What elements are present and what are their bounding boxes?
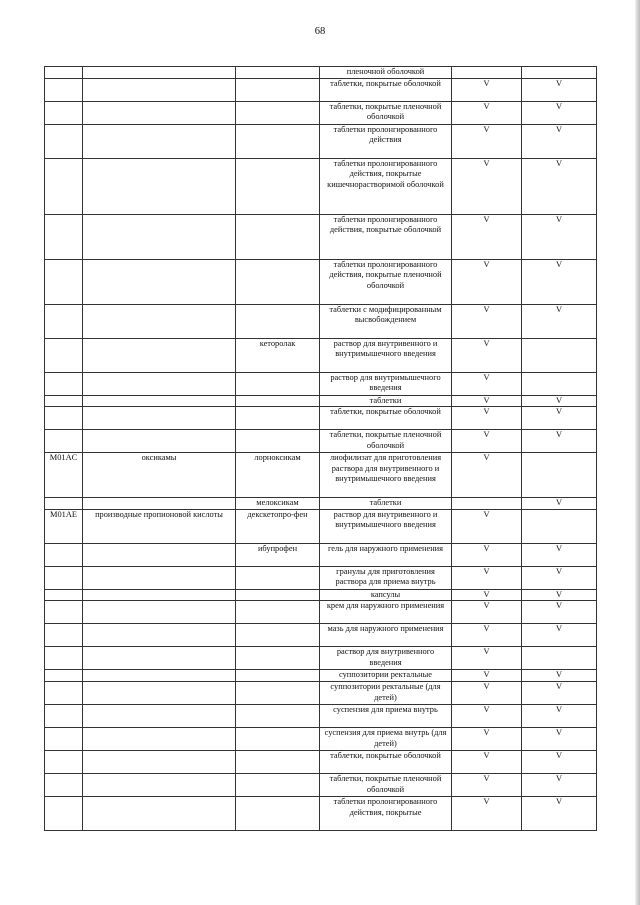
- pharmacological-group-cell: [83, 773, 236, 796]
- drug-name-cell: [236, 430, 320, 453]
- mark-column-1-cell: V: [452, 259, 522, 304]
- mark-column-2-cell: V: [522, 773, 597, 796]
- table-row: [45, 498, 597, 510]
- mark-column-2-cell: V: [522, 78, 597, 101]
- atc-code-cell: [45, 624, 83, 647]
- atc-code-cell: [45, 124, 83, 158]
- atc-code-cell: M01AE: [45, 509, 83, 543]
- atc-code-cell: [45, 647, 83, 670]
- dosage-form-cell: лиофилизат для приготовления раствора для внутривенного и внутримышечного введения: [320, 453, 452, 498]
- pharmacological-group-cell: [83, 750, 236, 773]
- pharmacological-group-cell: производные пропионовой кислоты: [83, 509, 236, 543]
- table-row: [45, 647, 597, 670]
- drug-name-cell: [236, 158, 320, 214]
- pharmacological-group-cell: [83, 78, 236, 101]
- table-row: [45, 124, 597, 158]
- dosage-form-cell: таблетки, покрытые пленочной оболочкой: [320, 430, 452, 453]
- atc-code-cell: [45, 101, 83, 124]
- mark-column-2-cell: [522, 647, 597, 670]
- dosage-form-cell: таблетки, покрытые пленочной оболочкой: [320, 101, 452, 124]
- pharmacological-group-cell: оксикамы: [83, 453, 236, 498]
- drug-name-cell: [236, 395, 320, 407]
- mark-column-2-cell: V: [522, 566, 597, 589]
- mark-column-2-cell: V: [522, 158, 597, 214]
- mark-column-1-cell: V: [452, 681, 522, 704]
- atc-code-cell: [45, 395, 83, 407]
- atc-code-cell: [45, 750, 83, 773]
- mark-column-1-cell: V: [452, 670, 522, 682]
- atc-code-cell: [45, 214, 83, 259]
- page-number: 68: [314, 26, 326, 37]
- table-row: [45, 624, 597, 647]
- mark-column-1-cell: V: [452, 430, 522, 453]
- mark-column-1-cell: V: [452, 124, 522, 158]
- pharmacological-group-cell: [83, 259, 236, 304]
- mark-column-1-cell: V: [452, 624, 522, 647]
- mark-column-2-cell: V: [522, 670, 597, 682]
- mark-column-1-cell: V: [452, 509, 522, 543]
- pharmacological-group-cell: [83, 681, 236, 704]
- mark-column-2-cell: V: [522, 750, 597, 773]
- dosage-form-cell: таблетки пролонгированного действия, покрытые: [320, 796, 452, 830]
- dosage-form-cell: раствор для внутримышечного введения: [320, 372, 452, 395]
- dosage-form-cell: таблетки пролонгированного действия: [320, 124, 452, 158]
- drug-name-cell: кеторолак: [236, 338, 320, 372]
- pharmacological-group-cell: [83, 101, 236, 124]
- dosage-form-cell: суспензия для приема внутрь (для детей): [320, 727, 452, 750]
- dosage-form-cell: суспензия для приема внутрь: [320, 704, 452, 727]
- atc-code-cell: [45, 773, 83, 796]
- mark-column-2-cell: V: [522, 498, 597, 510]
- atc-code-cell: [45, 681, 83, 704]
- atc-code-cell: M01AC: [45, 453, 83, 498]
- atc-code-cell: [45, 78, 83, 101]
- table-row: [45, 338, 597, 372]
- mark-column-1-cell: V: [452, 727, 522, 750]
- mark-column-1-cell: V: [452, 453, 522, 498]
- table-row: [45, 259, 597, 304]
- dosage-form-cell: суппозитории ректальные: [320, 670, 452, 682]
- table-row: [45, 407, 597, 430]
- dosage-form-cell: пленочной оболочкой: [320, 67, 452, 79]
- mark-column-2-cell: V: [522, 395, 597, 407]
- drug-name-cell: [236, 727, 320, 750]
- pharmacological-group-cell: [83, 304, 236, 338]
- dosage-form-cell: таблетки, покрытые оболочкой: [320, 78, 452, 101]
- pharmacological-group-cell: [83, 430, 236, 453]
- mark-column-2-cell: V: [522, 624, 597, 647]
- mark-column-2-cell: V: [522, 681, 597, 704]
- pharmacological-group-cell: [83, 407, 236, 430]
- table-row: [45, 78, 597, 101]
- pharmacological-group-cell: [83, 647, 236, 670]
- atc-code-cell: [45, 543, 83, 566]
- pharmacological-group-cell: [83, 589, 236, 601]
- table-row: [45, 395, 597, 407]
- table-row: [45, 566, 597, 589]
- pharmacological-group-cell: [83, 670, 236, 682]
- drug-name-cell: [236, 681, 320, 704]
- atc-code-cell: [45, 430, 83, 453]
- atc-code-cell: [45, 566, 83, 589]
- mark-column-2-cell: V: [522, 430, 597, 453]
- atc-code-cell: [45, 304, 83, 338]
- atc-code-cell: [45, 498, 83, 510]
- drug-list-table: [44, 66, 597, 831]
- mark-column-2-cell: V: [522, 704, 597, 727]
- table-row: [45, 101, 597, 124]
- drug-name-cell: лорноксикам: [236, 453, 320, 498]
- dosage-form-cell: раствор для внутривенного введения: [320, 647, 452, 670]
- pharmacological-group-cell: [83, 498, 236, 510]
- table-row: [45, 304, 597, 338]
- dosage-form-cell: таблетки: [320, 498, 452, 510]
- pharmacological-group-cell: [83, 543, 236, 566]
- pharmacological-group-cell: [83, 124, 236, 158]
- table-row: [45, 727, 597, 750]
- mark-column-1-cell: V: [452, 214, 522, 259]
- table-row: [45, 796, 597, 830]
- dosage-form-cell: таблетки, покрытые оболочкой: [320, 750, 452, 773]
- mark-column-2-cell: V: [522, 214, 597, 259]
- mark-column-1-cell: V: [452, 750, 522, 773]
- dosage-form-cell: таблетки: [320, 395, 452, 407]
- mark-column-2-cell: V: [522, 304, 597, 338]
- pharmacological-group-cell: [83, 158, 236, 214]
- drug-name-cell: [236, 796, 320, 830]
- dosage-form-cell: крем для наружного применения: [320, 601, 452, 624]
- table-row: [45, 750, 597, 773]
- mark-column-2-cell: [522, 453, 597, 498]
- drug-name-cell: декскетопро-фен: [236, 509, 320, 543]
- drug-name-cell: [236, 670, 320, 682]
- pharmacological-group-cell: [83, 796, 236, 830]
- table-row: [45, 704, 597, 727]
- mark-column-1-cell: V: [452, 304, 522, 338]
- pharmacological-group-cell: [83, 566, 236, 589]
- drug-name-cell: [236, 67, 320, 79]
- dosage-form-cell: раствор для внутривенного и внутримышечного введения: [320, 338, 452, 372]
- mark-column-1-cell: [452, 67, 522, 79]
- dosage-form-cell: таблетки пролонгированного действия, покрытые кишечнорастворимой оболочкой: [320, 158, 452, 214]
- dosage-form-cell: мазь для наружного применения: [320, 624, 452, 647]
- dosage-form-cell: гель для наружного применения: [320, 543, 452, 566]
- atc-code-cell: [45, 589, 83, 601]
- table-row: [45, 453, 597, 498]
- mark-column-2-cell: [522, 67, 597, 79]
- table-row: [45, 509, 597, 543]
- mark-column-2-cell: V: [522, 259, 597, 304]
- table-row: [45, 670, 597, 682]
- mark-column-1-cell: V: [452, 78, 522, 101]
- table-row: [45, 773, 597, 796]
- table-row: [45, 430, 597, 453]
- table-row: [45, 67, 597, 79]
- pharmacological-group-cell: [83, 214, 236, 259]
- atc-code-cell: [45, 67, 83, 79]
- atc-code-cell: [45, 407, 83, 430]
- mark-column-2-cell: V: [522, 601, 597, 624]
- atc-code-cell: [45, 670, 83, 682]
- mark-column-2-cell: V: [522, 543, 597, 566]
- mark-column-2-cell: [522, 372, 597, 395]
- mark-column-2-cell: V: [522, 589, 597, 601]
- dosage-form-cell: суппозитории ректальные (для детей): [320, 681, 452, 704]
- drug-name-cell: [236, 372, 320, 395]
- atc-code-cell: [45, 338, 83, 372]
- drug-name-cell: [236, 214, 320, 259]
- mark-column-2-cell: [522, 338, 597, 372]
- table-row: [45, 589, 597, 601]
- table-row: [45, 158, 597, 214]
- mark-column-2-cell: V: [522, 407, 597, 430]
- drug-name-cell: [236, 773, 320, 796]
- drug-name-cell: мелоксикам: [236, 498, 320, 510]
- table-row: [45, 372, 597, 395]
- pharmacological-group-cell: [83, 624, 236, 647]
- drug-name-cell: [236, 704, 320, 727]
- pharmacological-group-cell: [83, 67, 236, 79]
- mark-column-1-cell: V: [452, 101, 522, 124]
- pharmacological-group-cell: [83, 372, 236, 395]
- mark-column-2-cell: [522, 509, 597, 543]
- mark-column-2-cell: V: [522, 101, 597, 124]
- mark-column-1-cell: V: [452, 589, 522, 601]
- mark-column-1-cell: [452, 498, 522, 510]
- drug-name-cell: [236, 624, 320, 647]
- drug-name-cell: [236, 407, 320, 430]
- pharmacological-group-cell: [83, 727, 236, 750]
- mark-column-1-cell: V: [452, 395, 522, 407]
- drug-name-cell: [236, 750, 320, 773]
- drug-name-cell: [236, 304, 320, 338]
- atc-code-cell: [45, 727, 83, 750]
- mark-column-1-cell: V: [452, 704, 522, 727]
- drug-name-cell: [236, 647, 320, 670]
- mark-column-1-cell: V: [452, 543, 522, 566]
- drug-name-cell: [236, 124, 320, 158]
- dosage-form-cell: раствор для внутривенного и внутримышечного введения: [320, 509, 452, 543]
- mark-column-2-cell: V: [522, 124, 597, 158]
- drug-name-cell: [236, 601, 320, 624]
- dosage-form-cell: таблетки с модифицированным высвобождением: [320, 304, 452, 338]
- pharmacological-group-cell: [83, 601, 236, 624]
- dosage-form-cell: таблетки, покрытые оболочкой: [320, 407, 452, 430]
- dosage-form-cell: таблетки пролонгированного действия, покрытые оболочкой: [320, 214, 452, 259]
- table-row: [45, 214, 597, 259]
- table-row: [45, 601, 597, 624]
- mark-column-1-cell: V: [452, 601, 522, 624]
- mark-column-1-cell: V: [452, 647, 522, 670]
- table-row: [45, 681, 597, 704]
- atc-code-cell: [45, 372, 83, 395]
- drug-name-cell: [236, 101, 320, 124]
- atc-code-cell: [45, 704, 83, 727]
- drug-name-cell: [236, 566, 320, 589]
- dosage-form-cell: таблетки пролонгированного действия, покрытые пленочной оболочкой: [320, 259, 452, 304]
- pharmacological-group-cell: [83, 338, 236, 372]
- mark-column-1-cell: V: [452, 566, 522, 589]
- mark-column-1-cell: V: [452, 773, 522, 796]
- atc-code-cell: [45, 796, 83, 830]
- drug-name-cell: ибупрофен: [236, 543, 320, 566]
- mark-column-1-cell: V: [452, 796, 522, 830]
- mark-column-2-cell: V: [522, 796, 597, 830]
- atc-code-cell: [45, 158, 83, 214]
- atc-code-cell: [45, 259, 83, 304]
- dosage-form-cell: капсулы: [320, 589, 452, 601]
- mark-column-1-cell: V: [452, 372, 522, 395]
- drug-name-cell: [236, 78, 320, 101]
- dosage-form-cell: таблетки, покрытые пленочной оболочкой: [320, 773, 452, 796]
- drug-name-cell: [236, 259, 320, 304]
- table-row: [45, 543, 597, 566]
- dosage-form-cell: гранулы для приготовления раствора для приема внутрь: [320, 566, 452, 589]
- mark-column-1-cell: V: [452, 338, 522, 372]
- pharmacological-group-cell: [83, 395, 236, 407]
- pharmacological-group-cell: [83, 704, 236, 727]
- atc-code-cell: [45, 601, 83, 624]
- scanned-page-edge: [635, 0, 640, 905]
- drug-name-cell: [236, 589, 320, 601]
- mark-column-1-cell: V: [452, 158, 522, 214]
- mark-column-1-cell: V: [452, 407, 522, 430]
- mark-column-2-cell: V: [522, 727, 597, 750]
